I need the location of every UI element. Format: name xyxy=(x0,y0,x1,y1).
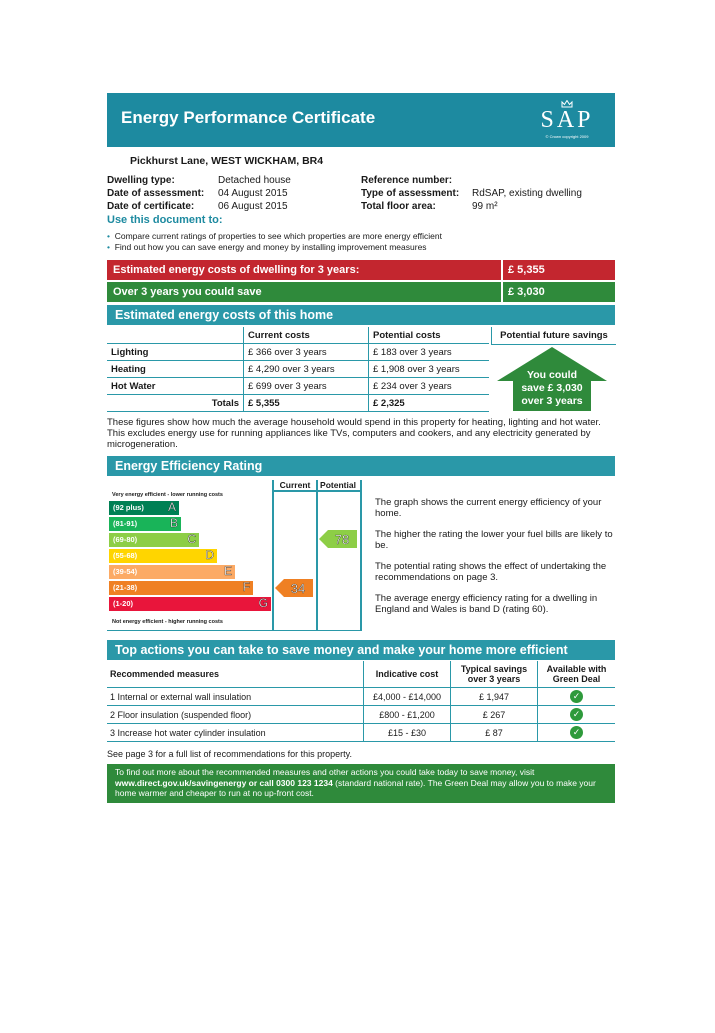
rating-band-f xyxy=(109,581,253,595)
energy-costs-title: Estimated energy costs of this home xyxy=(107,305,615,325)
potential-costs-header: Potential costs xyxy=(369,327,490,344)
costs-explanation: These figures show how much the average household would spend in this property for heating, lighting and hot water. This excludes energy use for running appliances like TVs, computers and cookers, and any electricity generated by microgeneration. xyxy=(107,417,601,450)
measures-header: Recommended measures xyxy=(107,661,364,688)
rating-band-b xyxy=(109,517,181,531)
property-labels-right xyxy=(361,174,459,213)
assessment-date-value: 04 August 2015 xyxy=(218,188,288,199)
measure-1-cost: £4,000 - £14,000 xyxy=(364,688,451,706)
floor-area-label: Total floor area: xyxy=(361,201,436,212)
certificate-date-label: Date of certificate: xyxy=(107,201,195,212)
recommendations-header xyxy=(107,661,615,688)
band-letter: E xyxy=(223,564,232,578)
property-labels-left xyxy=(107,174,204,213)
measure-3-cost: £15 - £30 xyxy=(364,724,451,742)
crown-icon xyxy=(561,100,573,108)
band-range: (1-20) xyxy=(113,599,134,608)
more-info-text-1: To find out more about the recommended measures and other actions you could take today to save money, visit xyxy=(115,767,535,777)
efficiency-rating-title: Energy Efficiency Rating xyxy=(107,456,615,476)
totals-row xyxy=(107,395,489,412)
table-row xyxy=(107,344,489,361)
check-icon: ✓ xyxy=(570,690,583,703)
band-range: (92 plus) xyxy=(113,503,144,512)
band-letter: B xyxy=(169,516,178,530)
future-savings-header: Potential future savings xyxy=(491,327,616,345)
reference-number-label: Reference number: xyxy=(361,175,453,186)
totals-current: £ 5,355 xyxy=(244,395,369,412)
use-bullet-2: • Find out how you can save energy and money by installing improvement measures xyxy=(107,242,427,252)
current-rating-value: 34 xyxy=(290,581,306,596)
table-row xyxy=(107,378,489,395)
measure-2-green-deal xyxy=(538,706,616,724)
band-range: (39-54) xyxy=(113,567,138,576)
band-letter: A xyxy=(167,500,176,514)
table-row xyxy=(107,688,615,706)
dwelling-type-value: Detached house xyxy=(218,175,291,186)
certificate-title: Energy Performance Certificate xyxy=(121,108,376,127)
property-values-right xyxy=(472,174,582,213)
assessment-type-value: RdSAP, existing dwelling xyxy=(472,188,582,199)
property-values-left xyxy=(218,174,291,213)
measure-3-green-deal xyxy=(538,724,616,742)
rating-band-a xyxy=(109,501,179,515)
hot-water-potential: £ 234 over 3 years xyxy=(369,378,490,395)
more-info-box xyxy=(107,764,615,803)
lighting-label: Lighting xyxy=(107,344,244,361)
band-range: (21-38) xyxy=(113,583,138,592)
costs-header-blank xyxy=(107,327,244,344)
measure-2-cost: £800 - £1,200 xyxy=(364,706,451,724)
current-costs-header: Current costs xyxy=(244,327,369,344)
band-range: (69-80) xyxy=(113,535,138,544)
potential-column xyxy=(316,480,362,631)
hot-water-label: Hot Water xyxy=(107,378,244,395)
current-column xyxy=(272,480,318,631)
table-row xyxy=(107,724,615,742)
hot-water-current: £ 699 over 3 years xyxy=(244,378,369,395)
logo-copyright: © Crown copyright 2009 xyxy=(545,134,589,139)
rating-paragraph-2: The higher the rating the lower your fuel bills are likely to be. xyxy=(375,529,613,551)
estimated-cost-value: £ 5,355 xyxy=(503,260,615,280)
use-document-list xyxy=(107,231,442,253)
band-letter: C xyxy=(187,532,196,546)
band-range: (81-91) xyxy=(113,519,138,528)
rating-band-g xyxy=(109,597,271,611)
assessment-date-label: Date of assessment: xyxy=(107,188,205,199)
potential-column-header: Potential xyxy=(316,480,360,492)
totals-label: Totals xyxy=(107,395,244,412)
use-bullet-1: • Compare current ratings of properties to see which properties are more energy efficient xyxy=(107,231,442,241)
table-row xyxy=(107,706,615,724)
reference-number-value xyxy=(472,174,582,187)
heating-potential: £ 1,908 over 3 years xyxy=(369,361,490,378)
measure-3-saving: £ 87 xyxy=(451,724,538,742)
potential-rating-value: 78 xyxy=(334,532,350,547)
top-actions-title: Top actions you can take to save money and make your home more efficient xyxy=(107,640,615,660)
savings-label: Over 3 years you could save xyxy=(107,282,501,302)
measure-3: 3 Increase hot water cylinder insulation xyxy=(107,724,364,742)
savings-arrow-text: You could save £ 3,030 over 3 years xyxy=(521,369,583,407)
totals-potential: £ 2,325 xyxy=(369,395,490,412)
recommendations-table xyxy=(107,661,615,742)
current-column-header: Current xyxy=(274,480,316,492)
use-document-heading: Use this document to: xyxy=(107,214,223,226)
measure-2: 2 Floor insulation (suspended floor) xyxy=(107,706,364,724)
band-letter: G xyxy=(258,596,268,610)
rating-paragraph-3: The potential rating shows the effect of undertaking the recommendations on page 3. xyxy=(375,561,607,583)
heating-current: £ 4,290 over 3 years xyxy=(244,361,369,378)
check-icon: ✓ xyxy=(570,726,583,739)
energy-costs-table xyxy=(107,327,489,412)
rating-band-c xyxy=(109,533,199,547)
inefficient-note: Not energy efficient - higher running costs xyxy=(112,619,223,625)
rating-paragraph-1: The graph shows the current energy efficiency of your home. xyxy=(375,497,602,519)
rating-paragraph-4: The average energy efficiency rating for a dwelling in England and Wales is band D (rating 60). xyxy=(375,593,598,615)
potential-rating-arrow xyxy=(319,530,357,548)
lighting-potential: £ 183 over 3 years xyxy=(369,344,490,361)
measure-1-saving: £ 1,947 xyxy=(451,688,538,706)
current-rating-arrow xyxy=(275,579,313,597)
sap-logo-text: SAP xyxy=(540,107,594,133)
estimated-cost-label: Estimated energy costs of dwelling for 3 years: xyxy=(107,260,501,280)
saving-header: Typical savings over 3 years xyxy=(451,661,538,688)
band-letter: D xyxy=(205,548,214,562)
see-page-note: See page 3 for a full list of recommendations for this property. xyxy=(107,749,352,759)
rating-band-d xyxy=(109,549,217,563)
property-address: Pickhurst Lane, WEST WICKHAM, BR4 xyxy=(130,155,324,167)
check-icon: ✓ xyxy=(570,708,583,721)
heating-label: Heating xyxy=(107,361,244,378)
green-deal-header: Available with Green Deal xyxy=(538,661,616,688)
more-info-text-2: (standard national rate). The Green Deal may allow you to make your home warmer and cheaper to run at no up-front cost. xyxy=(115,777,596,798)
table-row xyxy=(107,361,489,378)
band-letter: F xyxy=(242,580,250,594)
measure-2-saving: £ 267 xyxy=(451,706,538,724)
floor-area-value: 99 m² xyxy=(472,201,498,212)
efficient-note: Very energy efficient - lower running costs xyxy=(112,492,223,498)
measure-1-green-deal xyxy=(538,688,616,706)
cost-header: Indicative cost xyxy=(364,661,451,688)
certificate-date-value: 06 August 2015 xyxy=(218,201,288,212)
savings-value: £ 3,030 xyxy=(503,282,615,302)
certificate-header xyxy=(107,93,615,147)
rating-band-e xyxy=(109,565,235,579)
measure-1: 1 Internal or external wall insulation xyxy=(107,688,364,706)
lighting-current: £ 366 over 3 years xyxy=(244,344,369,361)
more-info-link[interactable]: www.direct.gov.uk/savingenergy or call 0300 123 1234 xyxy=(115,777,333,788)
band-range: (55-68) xyxy=(113,551,138,560)
dwelling-type-label: Dwelling type: xyxy=(107,175,175,186)
assessment-type-label: Type of assessment: xyxy=(361,188,460,199)
sap-logo xyxy=(531,99,603,141)
costs-header-row xyxy=(107,327,489,344)
